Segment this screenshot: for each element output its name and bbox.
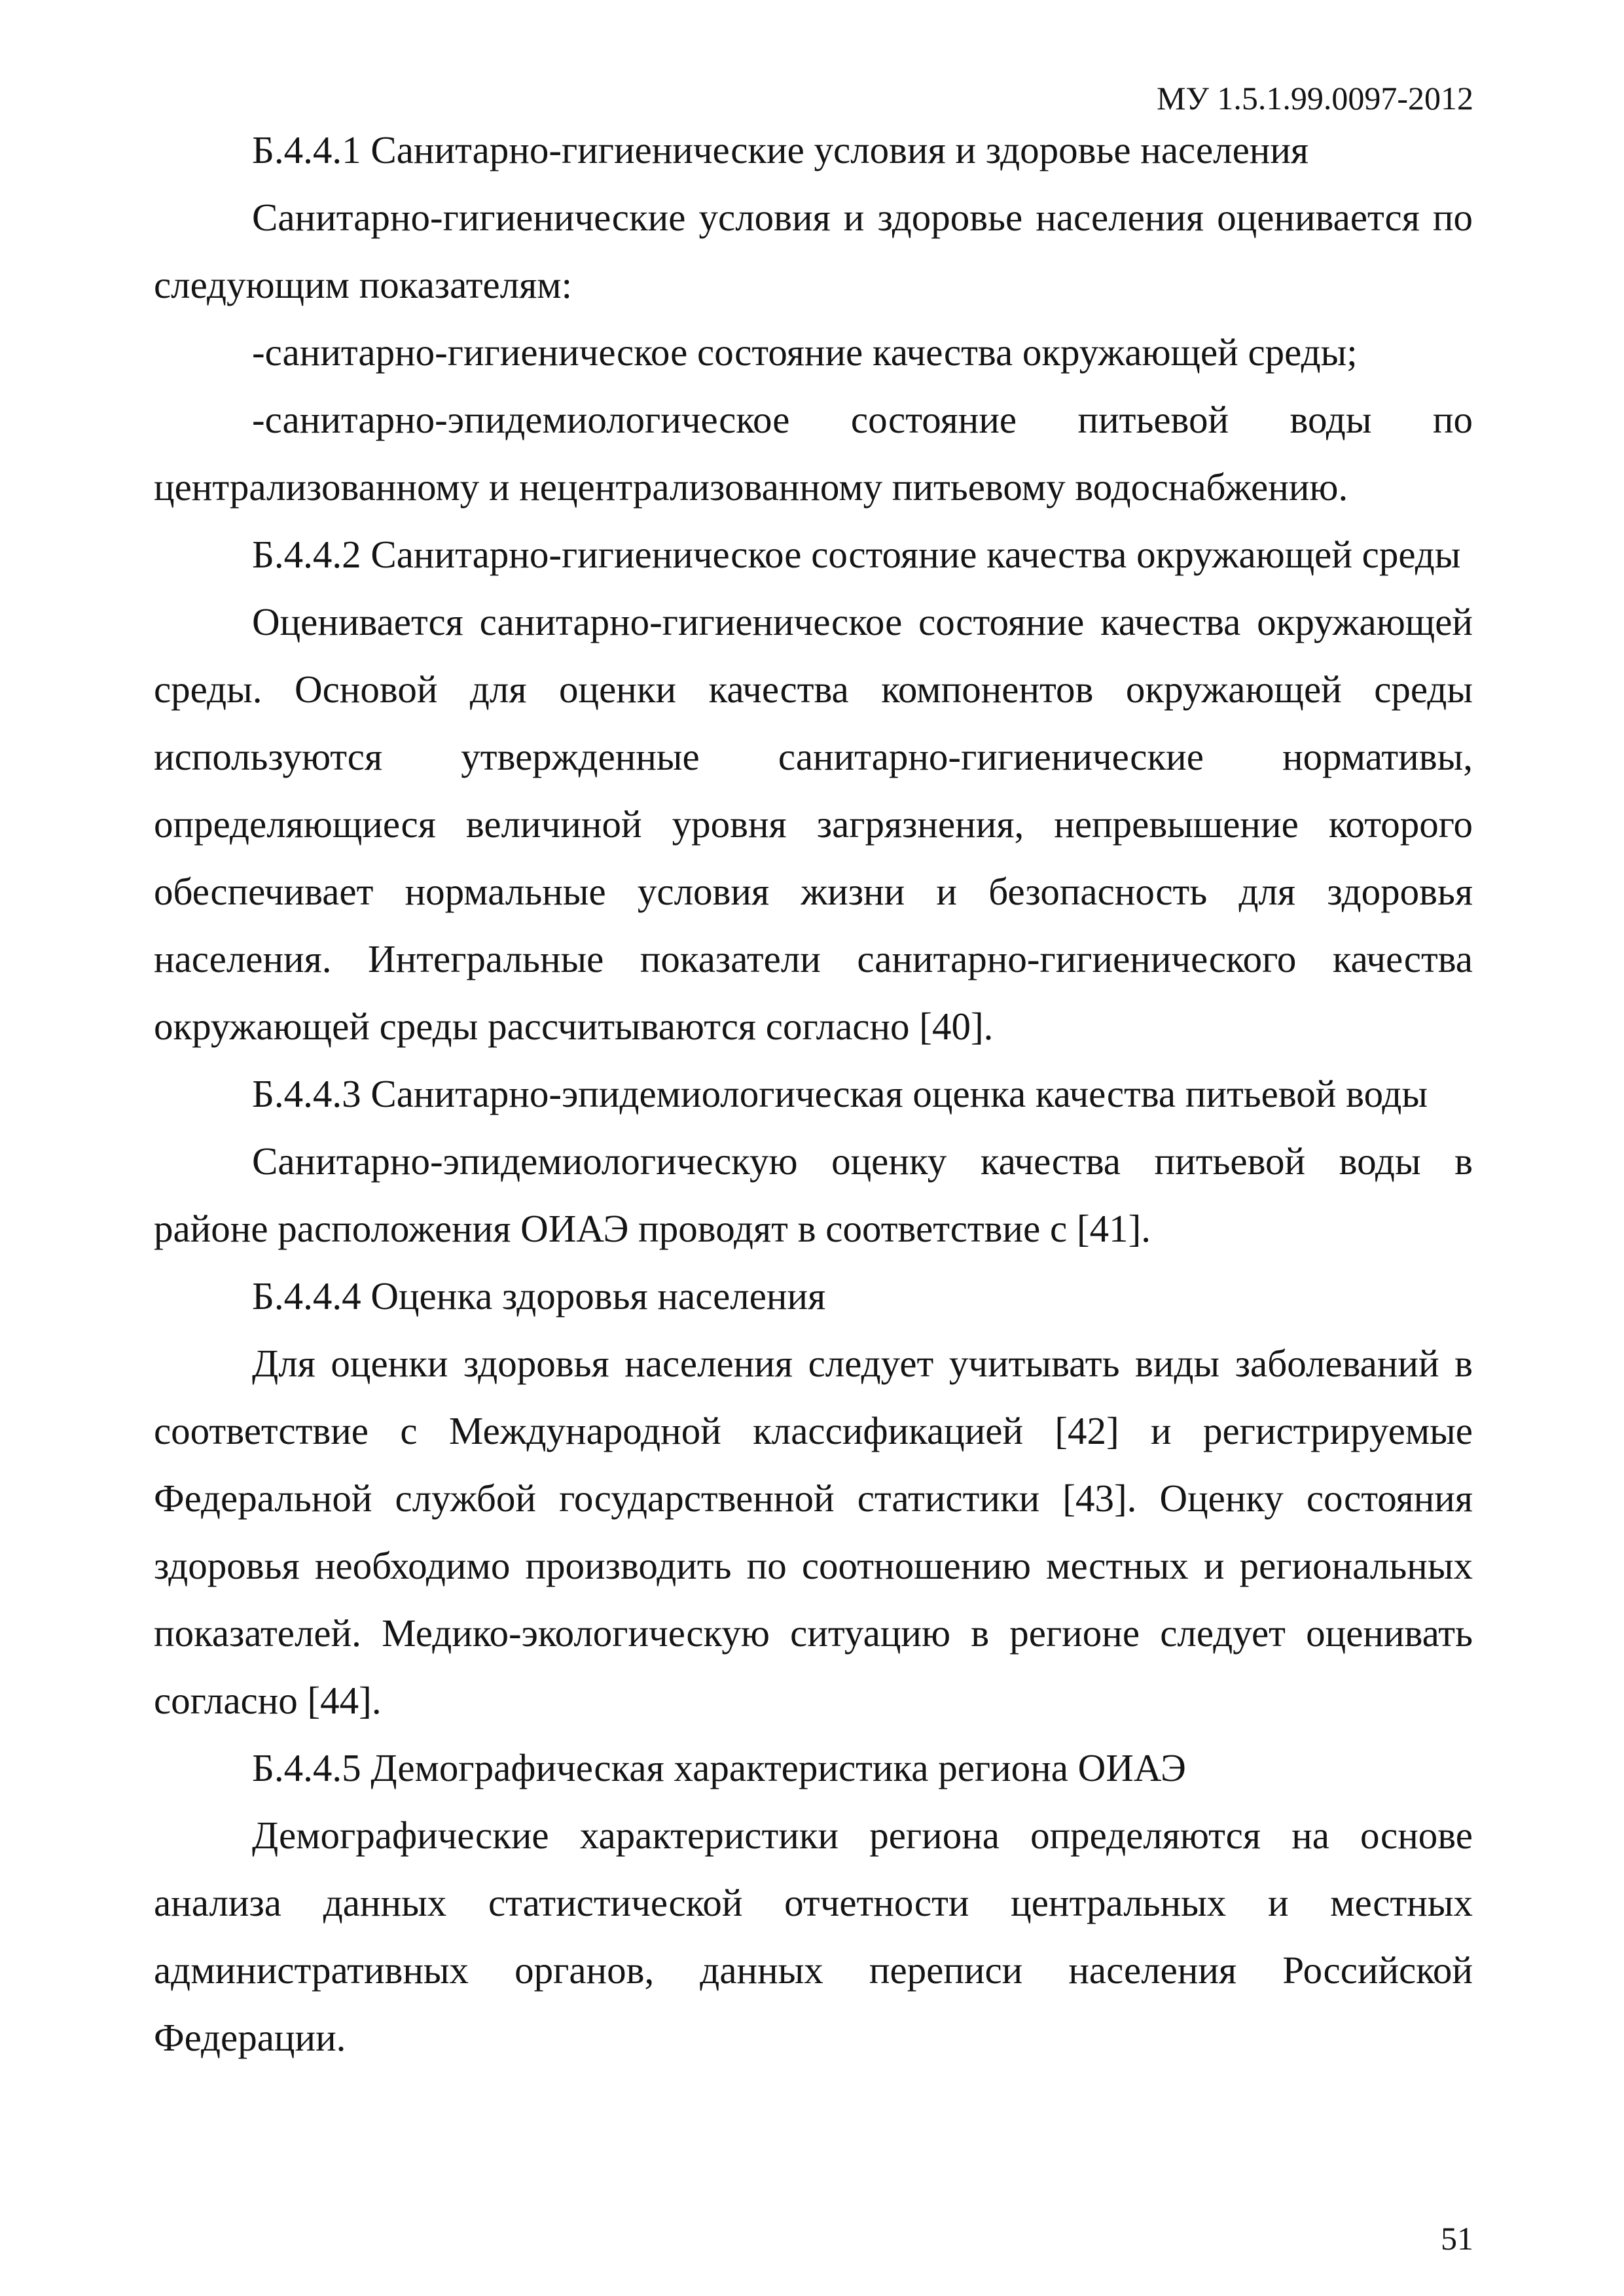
- section-heading-b4-4-1: Б.4.4.1 Санитарно-гигиенические условия и здоровье населения: [252, 128, 1309, 171]
- list-item-drinking-water: -санитарно-эпидемиологическое состояние питьевой воды по централизованному и нецентрализованному питьевому водоснабжению.: [154, 398, 1473, 509]
- paragraph-environment-assessment: Оценивается санитарно-гигиеническое состояние качества окружающей среды. Основой для оценки качества компонентов окружающей среды используются утвержденные санитарно-гигиенические нормативы, определяющиеся величиной уровня загрязнения, непревышение которого обеспечивает нормальные условия жизни и безопасность для здоровья населения. Интегральные показатели санитарно-гигиенического качества окружающей среды рассчитываются согласно [40].: [154, 600, 1473, 1048]
- paragraph-demographics: Демографические характеристики региона определяются на основе анализа данных статистической отчетности центральных и местных административных органов, данных переписи населения Российской Федерации.: [154, 1814, 1473, 2059]
- paragraph-health-assessment: Для оценки здоровья населения следует учитывать виды заболеваний в соответствие с Международной классификацией [42] и регистрируемые Федеральной службой государственной статистики [43]. Оценку состояния здоровья необходимо производить по соотношению местных и региональных показателей. Медико-экологическую ситуацию в регионе следует оценивать согласно [44].: [154, 1342, 1473, 1722]
- paragraph-indicators-intro: Санитарно-гигиенические условия и здоровье населения оценивается по следующим показателям:: [154, 196, 1473, 306]
- page-number: 51: [1441, 2220, 1473, 2257]
- document-body: [154, 117, 1473, 2072]
- section-heading-b4-4-3: Б.4.4.3 Санитарно-эпидемиологическая оценка качества питьевой воды: [252, 1072, 1428, 1115]
- paragraph-water-assessment: Санитарно-эпидемиологическую оценку качества питьевой воды в районе расположения ОИАЭ проводят в соответствие с [41].: [154, 1139, 1473, 1250]
- section-heading-b4-4-2: Б.4.4.2 Санитарно-гигиеническое состояние качества окружающей среды: [252, 533, 1461, 576]
- section-heading-b4-4-4: Б.4.4.4 Оценка здоровья населения: [252, 1274, 826, 1318]
- list-item-environment-quality: -санитарно-гигиеническое состояние качества окружающей среды;: [252, 331, 1358, 374]
- document-code: МУ 1.5.1.99.0097-2012: [1156, 80, 1473, 117]
- section-heading-b4-4-5: Б.4.4.5 Демографическая характеристика региона ОИАЭ: [252, 1746, 1186, 1789]
